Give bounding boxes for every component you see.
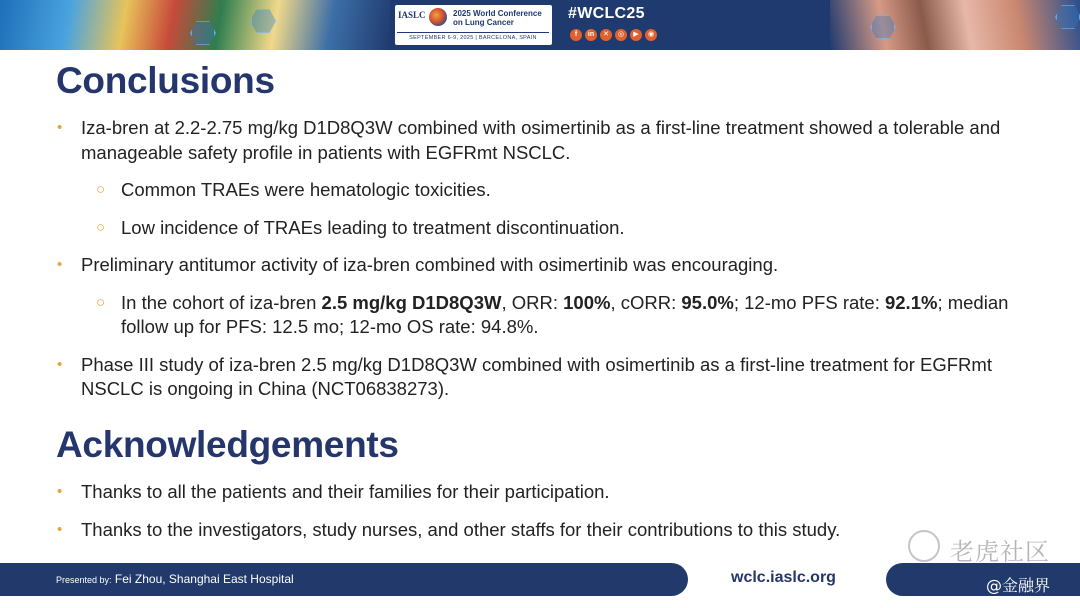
conclusion-text: Preliminary antitumor activity of iza-bren combined with osimertinib was encouraging.: [81, 254, 779, 275]
conclusions-list: [56, 116, 1046, 402]
conference-name: 2025 World Conference on Lung Cancer: [453, 9, 542, 27]
footer-bar: [0, 563, 688, 596]
acknowledgements-title: Acknowledgements: [56, 424, 399, 465]
bullet-icon: •: [57, 483, 63, 500]
hashtag: #WCLC25: [568, 5, 645, 22]
bullet-icon: •: [57, 520, 63, 538]
circle-bullet-icon: ○: [96, 218, 106, 236]
instagram-icon[interactable]: ◎: [615, 29, 627, 41]
circle-bullet-icon: ○: [96, 181, 106, 198]
wechat-icon[interactable]: ◉: [645, 29, 657, 41]
watermark-source: @金融界: [986, 576, 1051, 595]
conclusion-text: Phase III study of iza-bren 2.5 mg/kg D1D8Q3W combined with osimertinib as a first-line treatment for EGFRmt NSCLC is ongoing in China (NCT06838273).: [81, 353, 992, 399]
list-item: [56, 353, 1046, 402]
sub-text-rich: In the cohort of iza-bren 2.5 mg/kg D1D8Q3W, ORR: 100%, cORR: 95.0%; 12-mo PFS rate: 92.1%; median follow up for PFS: 12.5 mo; 12-mo OS rate: 94.8%.: [121, 291, 1009, 337]
acknowledgements-list: [56, 480, 1046, 542]
list-item: [56, 518, 1046, 543]
sub-list-item: [56, 291, 1046, 340]
footer-bar-right: [886, 563, 1080, 596]
list-item: [56, 253, 1046, 278]
ack-text: Thanks to all the patients and their families for their participation.: [81, 481, 610, 502]
list-item: [56, 116, 1046, 165]
sub-list-item: [56, 216, 1046, 241]
barcelona-photo-right: [830, 0, 1080, 50]
x-icon[interactable]: ✕: [600, 29, 612, 41]
social-icons: [570, 29, 657, 41]
sub-list-item: [56, 178, 1046, 203]
bullet-icon: •: [57, 355, 63, 373]
bullet-icon: •: [57, 119, 63, 136]
conclusions-title: Conclusions: [56, 60, 275, 101]
list-item: [56, 480, 1046, 505]
bullet-icon: •: [57, 256, 63, 273]
conclusion-text: Iza-bren at 2.2-2.75 mg/kg D1D8Q3W combined with osimertinib as a first-line treatment showed a tolerable and manageable safety profile in patients with EGFRmt NSCLC.: [81, 117, 1001, 163]
globe-icon: [429, 8, 447, 26]
ack-text: Thanks to the investigators, study nurses, and other staffs for their contributions to this study.: [81, 518, 841, 540]
conference-logo: [395, 5, 552, 45]
conference-dates: SEPTEMBER 6-9, 2025 | BARCELONA, SPAIN: [397, 32, 549, 44]
presented-by-label: Presented by:: [56, 575, 112, 585]
sub-text: Low incidence of TRAEs leading to treatment discontinuation.: [121, 216, 625, 238]
conference-banner: [0, 0, 1080, 50]
presenter-info: [56, 572, 294, 586]
iaslc-label: IASLC: [398, 10, 426, 20]
facebook-icon[interactable]: f: [570, 29, 582, 41]
linkedin-icon[interactable]: in: [585, 29, 597, 41]
watermark-text: 老虎社区: [950, 538, 1050, 566]
youtube-icon[interactable]: ▶: [630, 29, 642, 41]
circle-bullet-icon: ○: [96, 293, 106, 311]
presenter-name: Fei Zhou, Shanghai East Hospital: [114, 572, 294, 586]
website-link[interactable]: wclc.iaslc.org: [731, 569, 836, 586]
sub-text: Common TRAEs were hematologic toxicities.: [121, 179, 491, 200]
watermark-logo-icon: [908, 530, 940, 562]
